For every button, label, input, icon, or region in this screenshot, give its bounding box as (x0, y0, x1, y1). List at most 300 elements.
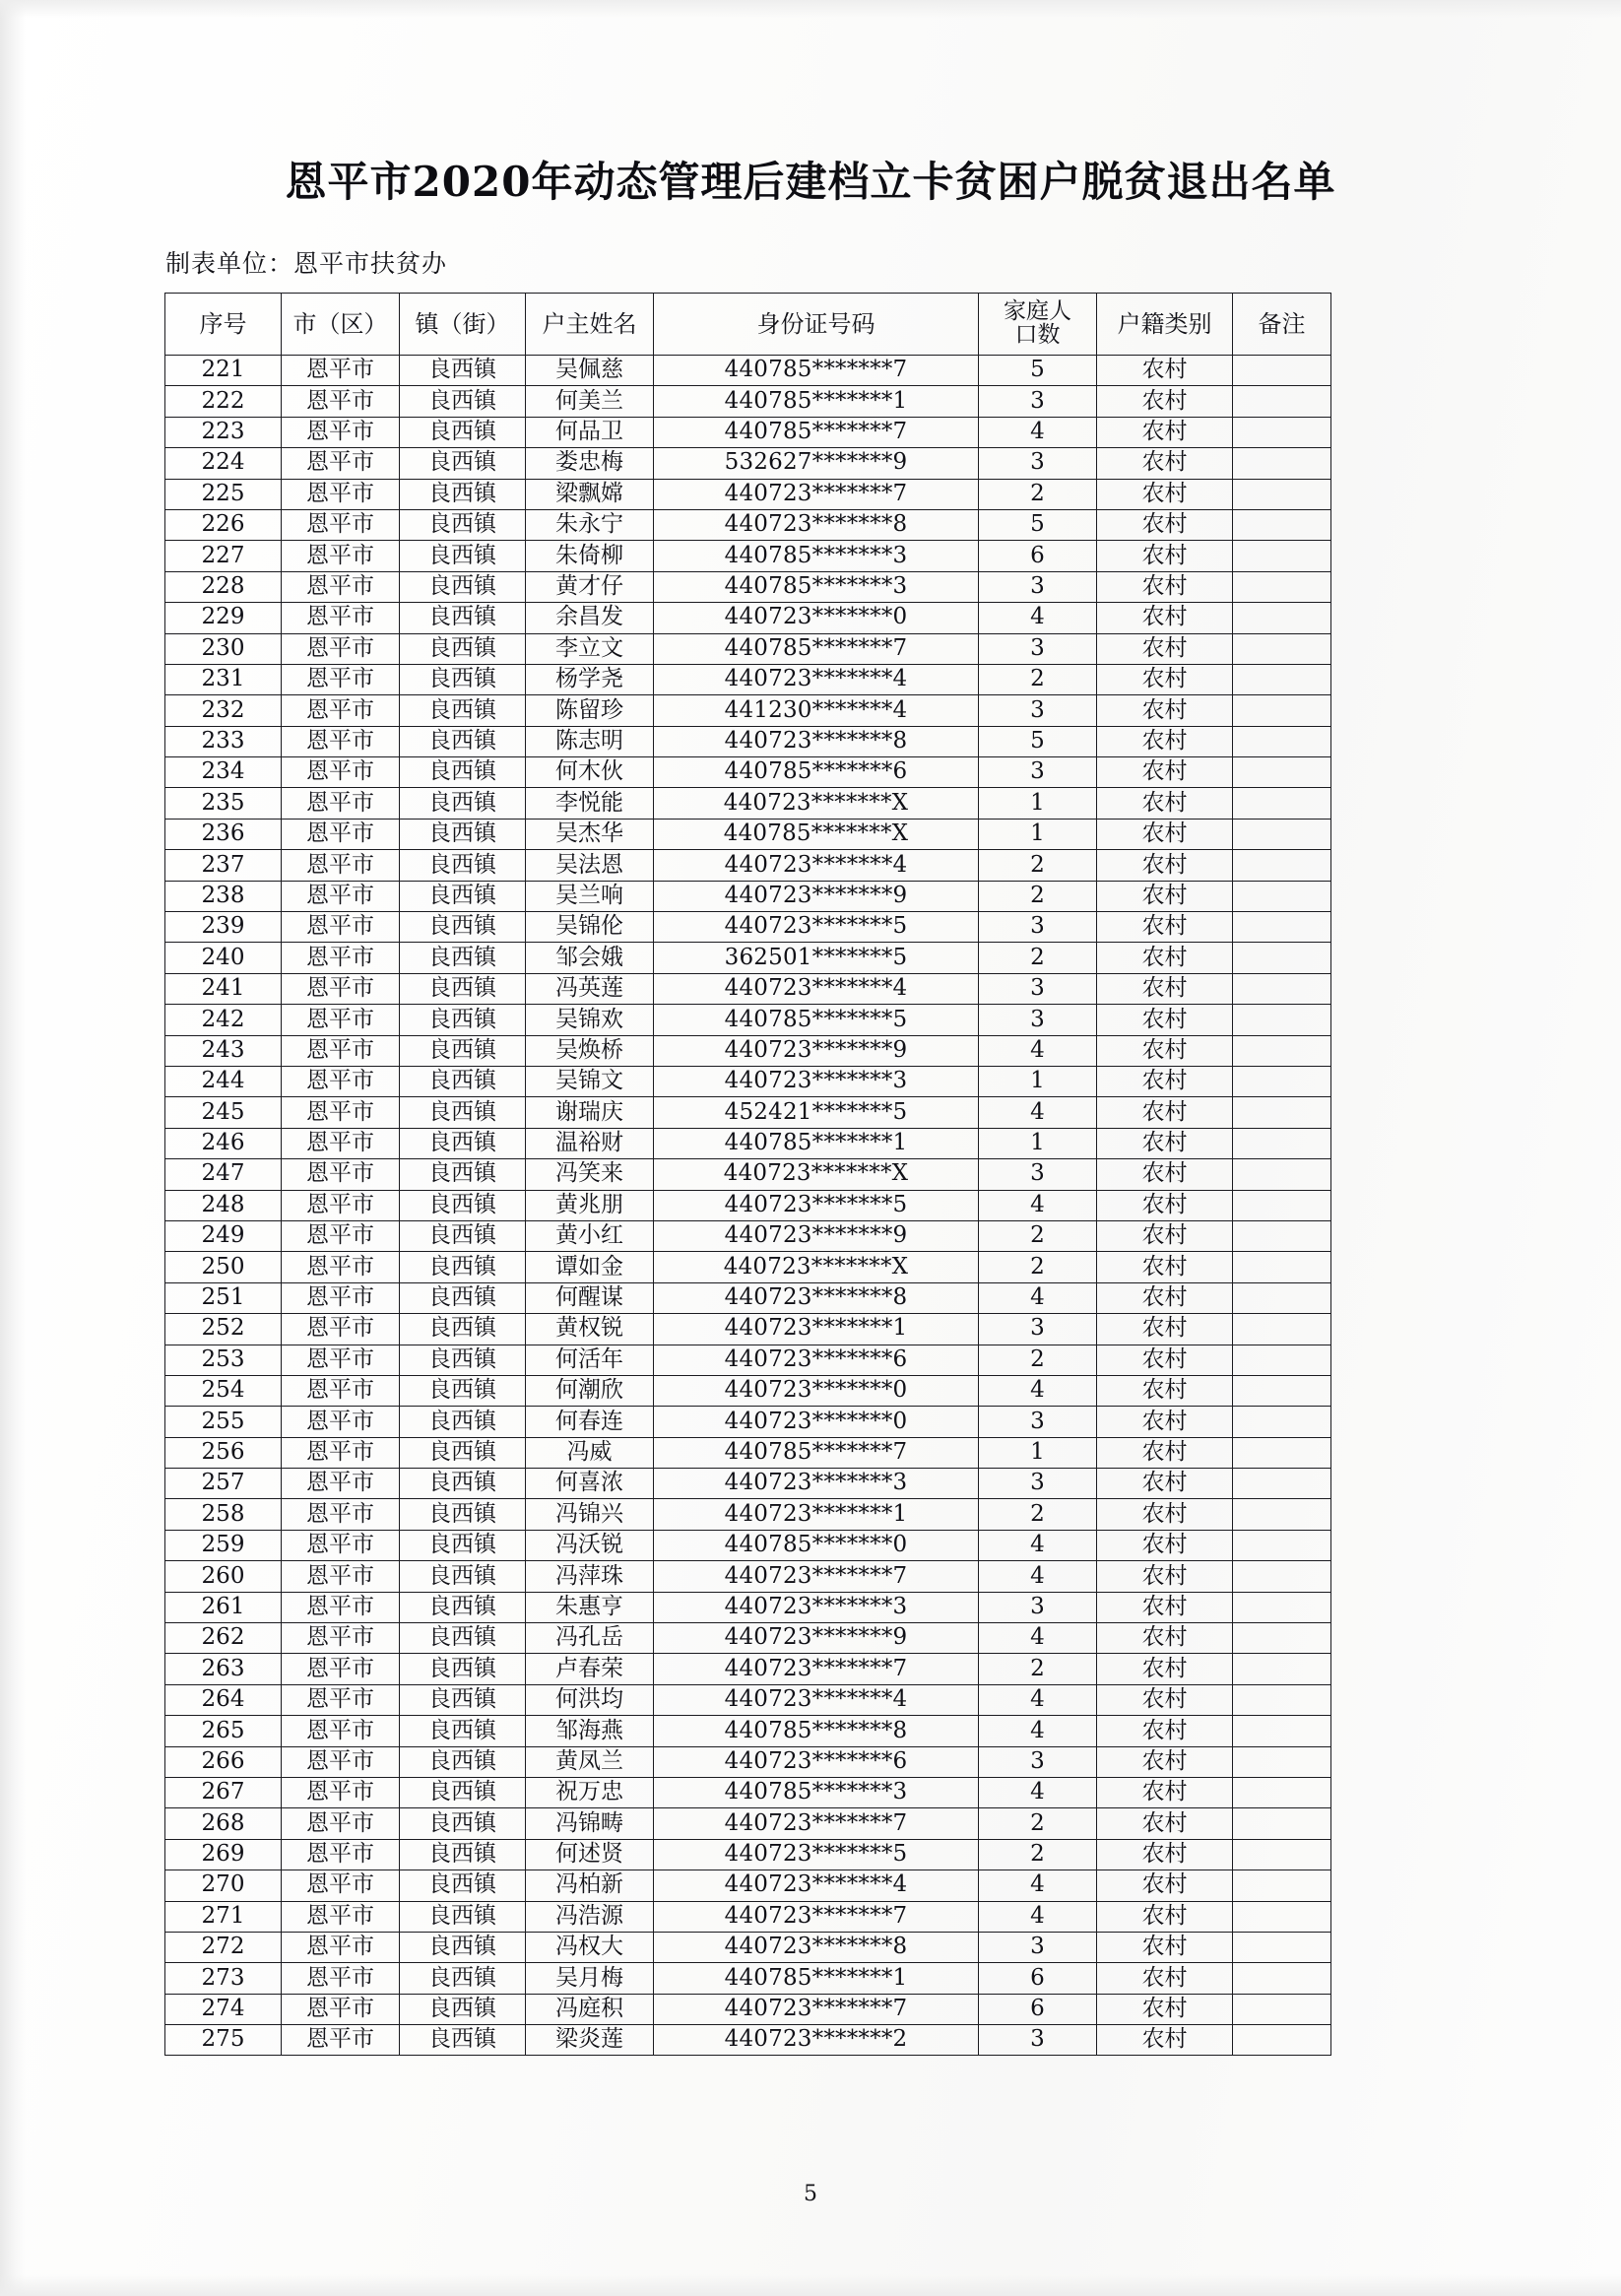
cell-seq: 264 (165, 1684, 282, 1715)
table-row (165, 1220, 1331, 1251)
cell-town: 良西镇 (400, 788, 526, 819)
cell-household-size: 3 (979, 1314, 1097, 1345)
cell-city: 恩平市 (282, 1437, 400, 1468)
cell-household-size: 4 (979, 417, 1097, 447)
cell-seq: 244 (165, 1066, 282, 1096)
cell-name: 冯英莲 (526, 973, 654, 1004)
cell-note (1233, 726, 1331, 756)
cell-town: 良西镇 (400, 448, 526, 479)
table-row (165, 788, 1331, 819)
cell-seq: 221 (165, 356, 282, 386)
column-header-id: 身份证号码 (654, 294, 979, 356)
cell-household-type: 农村 (1097, 509, 1233, 540)
cell-seq: 239 (165, 912, 282, 943)
table-row (165, 664, 1331, 694)
cell-id: 440723*******7 (654, 1561, 979, 1592)
cell-note (1233, 603, 1331, 633)
table-row (165, 541, 1331, 571)
cell-household-size: 1 (979, 788, 1097, 819)
cell-seq: 224 (165, 448, 282, 479)
cell-name: 冯锦兴 (526, 1499, 654, 1530)
cell-city: 恩平市 (282, 1870, 400, 1901)
cell-household-type: 农村 (1097, 603, 1233, 633)
cell-name: 何美兰 (526, 386, 654, 417)
cell-town: 良西镇 (400, 1746, 526, 1777)
cell-town: 良西镇 (400, 1963, 526, 1994)
cell-city: 恩平市 (282, 1252, 400, 1282)
table-row (165, 973, 1331, 1004)
cell-household-type: 农村 (1097, 1530, 1233, 1560)
cell-seq: 241 (165, 973, 282, 1004)
cell-note (1233, 973, 1331, 1004)
cell-town: 良西镇 (400, 1097, 526, 1128)
cell-household-size: 3 (979, 1932, 1097, 1962)
cell-name: 吴焕桥 (526, 1035, 654, 1066)
cell-household-type: 农村 (1097, 1469, 1233, 1499)
cell-id: 440785*******1 (654, 386, 979, 417)
cell-household-size: 2 (979, 850, 1097, 881)
cell-household-type: 农村 (1097, 881, 1233, 911)
table-row (165, 386, 1331, 417)
cell-name: 谢瑞庆 (526, 1097, 654, 1128)
cell-household-type: 农村 (1097, 1839, 1233, 1870)
cell-household-type: 农村 (1097, 1005, 1233, 1035)
cell-note (1233, 757, 1331, 788)
cell-town: 良西镇 (400, 1066, 526, 1096)
cell-id: 440785*******1 (654, 1963, 979, 1994)
table-row (165, 509, 1331, 540)
household-size-line-2: 口数 (1014, 322, 1061, 348)
cell-note (1233, 1499, 1331, 1530)
cell-seq: 253 (165, 1345, 282, 1375)
cell-town: 良西镇 (400, 943, 526, 973)
cell-seq: 265 (165, 1716, 282, 1746)
cell-town: 良西镇 (400, 1684, 526, 1715)
cell-seq: 254 (165, 1375, 282, 1406)
column-header-seq: 序号 (165, 294, 282, 356)
cell-city: 恩平市 (282, 1994, 400, 2024)
cell-household-size: 1 (979, 1437, 1097, 1468)
cell-household-type: 农村 (1097, 1499, 1233, 1530)
cell-city: 恩平市 (282, 1623, 400, 1654)
cell-seq: 256 (165, 1437, 282, 1468)
cell-household-size: 2 (979, 1252, 1097, 1282)
cell-name: 何木伙 (526, 757, 654, 788)
table-row (165, 603, 1331, 633)
cell-city: 恩平市 (282, 633, 400, 664)
cell-note (1233, 943, 1331, 973)
table-row (165, 819, 1331, 849)
cell-city: 恩平市 (282, 912, 400, 943)
cell-city: 恩平市 (282, 850, 400, 881)
cell-city: 恩平市 (282, 479, 400, 509)
cell-household-size: 4 (979, 1901, 1097, 1932)
table-row (165, 1035, 1331, 1066)
cell-id: 440723*******6 (654, 1746, 979, 1777)
cell-note (1233, 881, 1331, 911)
cell-household-size: 3 (979, 2025, 1097, 2056)
cell-household-type: 农村 (1097, 1932, 1233, 1962)
cell-household-size: 3 (979, 1592, 1097, 1622)
cell-note (1233, 1716, 1331, 1746)
cell-city: 恩平市 (282, 603, 400, 633)
cell-name: 何春连 (526, 1407, 654, 1437)
cell-name: 冯锦畴 (526, 1808, 654, 1839)
cell-name: 谭如金 (526, 1252, 654, 1282)
cell-household-size: 4 (979, 1375, 1097, 1406)
cell-note (1233, 2025, 1331, 2056)
cell-note (1233, 1901, 1331, 1932)
cell-name: 吴锦文 (526, 1066, 654, 1096)
cell-note (1233, 1220, 1331, 1251)
cell-seq: 243 (165, 1035, 282, 1066)
cell-town: 良西镇 (400, 1128, 526, 1158)
table-row (165, 1994, 1331, 2024)
table-row (165, 1777, 1331, 1807)
cell-id: 440723*******1 (654, 1314, 979, 1345)
cell-household-type: 农村 (1097, 1345, 1233, 1375)
cell-note (1233, 386, 1331, 417)
cell-household-size: 4 (979, 1870, 1097, 1901)
cell-town: 良西镇 (400, 1808, 526, 1839)
cell-town: 良西镇 (400, 695, 526, 726)
cell-seq: 255 (165, 1407, 282, 1437)
cell-id: 440723*******7 (654, 1654, 979, 1684)
cell-town: 良西镇 (400, 973, 526, 1004)
cell-household-size: 2 (979, 479, 1097, 509)
cell-note (1233, 571, 1331, 602)
cell-id: 440723*******5 (654, 1190, 979, 1220)
cell-city: 恩平市 (282, 2025, 400, 2056)
cell-household-size: 2 (979, 1220, 1097, 1251)
table-row (165, 1252, 1331, 1282)
table-row (165, 1592, 1331, 1622)
cell-city: 恩平市 (282, 1282, 400, 1313)
cell-note (1233, 1066, 1331, 1096)
cell-seq: 242 (165, 1005, 282, 1035)
cell-id: 440723*******9 (654, 1035, 979, 1066)
table-row (165, 1097, 1331, 1128)
cell-city: 恩平市 (282, 1469, 400, 1499)
cell-note (1233, 1623, 1331, 1654)
cell-household-type: 农村 (1097, 912, 1233, 943)
cell-seq: 268 (165, 1808, 282, 1839)
column-header-city: 市（区） (282, 294, 400, 356)
cell-city: 恩平市 (282, 819, 400, 849)
cell-household-size: 3 (979, 912, 1097, 943)
cell-household-type: 农村 (1097, 1066, 1233, 1096)
cell-town: 良西镇 (400, 912, 526, 943)
cell-household-size: 2 (979, 881, 1097, 911)
cell-household-type: 农村 (1097, 1407, 1233, 1437)
cell-city: 恩平市 (282, 1684, 400, 1715)
cell-household-type: 农村 (1097, 1220, 1233, 1251)
cell-household-type: 农村 (1097, 1623, 1233, 1654)
cell-household-size: 3 (979, 1159, 1097, 1190)
cell-town: 良西镇 (400, 1314, 526, 1345)
cell-seq: 222 (165, 386, 282, 417)
cell-seq: 270 (165, 1870, 282, 1901)
cell-city: 恩平市 (282, 356, 400, 386)
table-row (165, 1901, 1331, 1932)
table-row (165, 1716, 1331, 1746)
cell-household-type: 农村 (1097, 1870, 1233, 1901)
cell-note (1233, 1746, 1331, 1777)
cell-note (1233, 509, 1331, 540)
cell-seq: 262 (165, 1623, 282, 1654)
cell-city: 恩平市 (282, 1777, 400, 1807)
cell-household-type: 农村 (1097, 788, 1233, 819)
cell-household-size: 4 (979, 1035, 1097, 1066)
cell-town: 良西镇 (400, 633, 526, 664)
cell-id: 440723*******4 (654, 664, 979, 694)
cell-household-size: 4 (979, 1716, 1097, 1746)
cell-name: 吴锦伦 (526, 912, 654, 943)
table-row (165, 912, 1331, 943)
cell-name: 冯孔岳 (526, 1623, 654, 1654)
cell-city: 恩平市 (282, 571, 400, 602)
table-row (165, 417, 1331, 447)
cell-name: 何活年 (526, 1345, 654, 1375)
table-row (165, 571, 1331, 602)
cell-household-type: 农村 (1097, 1128, 1233, 1158)
cell-note (1233, 356, 1331, 386)
cell-town: 良西镇 (400, 850, 526, 881)
cell-town: 良西镇 (400, 1716, 526, 1746)
cell-seq: 238 (165, 881, 282, 911)
table-row (165, 1005, 1331, 1035)
cell-note (1233, 850, 1331, 881)
cell-household-size: 3 (979, 448, 1097, 479)
cell-city: 恩平市 (282, 1963, 400, 1994)
cell-city: 恩平市 (282, 386, 400, 417)
table-row (165, 479, 1331, 509)
cell-seq: 229 (165, 603, 282, 633)
cell-seq: 271 (165, 1901, 282, 1932)
cell-seq: 249 (165, 1220, 282, 1251)
cell-household-size: 2 (979, 664, 1097, 694)
cell-name: 吴法恩 (526, 850, 654, 881)
cell-id: 440723*******0 (654, 1375, 979, 1406)
table-row (165, 757, 1331, 788)
cell-note (1233, 1561, 1331, 1592)
cell-seq: 266 (165, 1746, 282, 1777)
cell-id: 440723*******X (654, 1252, 979, 1282)
cell-household-type: 农村 (1097, 1746, 1233, 1777)
cell-note (1233, 1684, 1331, 1715)
cell-name: 余昌发 (526, 603, 654, 633)
cell-note (1233, 1407, 1331, 1437)
cell-city: 恩平市 (282, 1097, 400, 1128)
cell-town: 良西镇 (400, 1005, 526, 1035)
cell-household-type: 农村 (1097, 356, 1233, 386)
cell-name: 黄权锐 (526, 1314, 654, 1345)
cell-city: 恩平市 (282, 1005, 400, 1035)
cell-name: 黄兆朋 (526, 1190, 654, 1220)
cell-seq: 258 (165, 1499, 282, 1530)
cell-name: 祝万忠 (526, 1777, 654, 1807)
cell-name: 冯浩源 (526, 1901, 654, 1932)
cell-town: 良西镇 (400, 1469, 526, 1499)
cell-household-size: 1 (979, 819, 1097, 849)
cell-seq: 230 (165, 633, 282, 664)
cell-name: 黄凤兰 (526, 1746, 654, 1777)
cell-household-size: 3 (979, 1746, 1097, 1777)
cell-seq: 227 (165, 541, 282, 571)
cell-town: 良西镇 (400, 1623, 526, 1654)
cell-household-size: 4 (979, 1777, 1097, 1807)
cell-town: 良西镇 (400, 1035, 526, 1066)
cell-note (1233, 1345, 1331, 1375)
cell-name: 邹海燕 (526, 1716, 654, 1746)
cell-id: 440785*******7 (654, 356, 979, 386)
cell-household-size: 2 (979, 1654, 1097, 1684)
cell-name: 冯权大 (526, 1932, 654, 1962)
cell-note (1233, 1252, 1331, 1282)
cell-city: 恩平市 (282, 1345, 400, 1375)
cell-household-type: 农村 (1097, 850, 1233, 881)
cell-town: 良西镇 (400, 1407, 526, 1437)
cell-household-type: 农村 (1097, 757, 1233, 788)
cell-household-type: 农村 (1097, 417, 1233, 447)
cell-town: 良西镇 (400, 509, 526, 540)
cell-note (1233, 1932, 1331, 1962)
cell-name: 何述贤 (526, 1839, 654, 1870)
cell-household-type: 农村 (1097, 1994, 1233, 2024)
cell-seq: 228 (165, 571, 282, 602)
cell-seq: 235 (165, 788, 282, 819)
cell-name: 何品卫 (526, 417, 654, 447)
cell-household-type: 农村 (1097, 1654, 1233, 1684)
cell-city: 恩平市 (282, 417, 400, 447)
cell-seq: 275 (165, 2025, 282, 2056)
cell-seq: 226 (165, 509, 282, 540)
cell-seq: 225 (165, 479, 282, 509)
cell-seq: 257 (165, 1469, 282, 1499)
cell-id: 440723*******8 (654, 1282, 979, 1313)
table-row (165, 1128, 1331, 1158)
cell-household-size: 2 (979, 1499, 1097, 1530)
cell-name: 温裕财 (526, 1128, 654, 1158)
cell-seq: 236 (165, 819, 282, 849)
cell-household-type: 农村 (1097, 1716, 1233, 1746)
table-row (165, 1530, 1331, 1560)
cell-city: 恩平市 (282, 664, 400, 694)
cell-id: 440723*******3 (654, 1592, 979, 1622)
cell-city: 恩平市 (282, 1190, 400, 1220)
cell-id: 440785*******3 (654, 571, 979, 602)
cell-id: 440723*******8 (654, 726, 979, 756)
cell-seq: 231 (165, 664, 282, 694)
cell-note (1233, 1035, 1331, 1066)
cell-city: 恩平市 (282, 448, 400, 479)
column-header-name: 户主姓名 (526, 294, 654, 356)
table-row (165, 1932, 1331, 1962)
cell-note (1233, 912, 1331, 943)
cell-name: 吴锦欢 (526, 1005, 654, 1035)
cell-id: 440785*******0 (654, 1530, 979, 1560)
cell-household-type: 农村 (1097, 386, 1233, 417)
cell-city: 恩平市 (282, 1499, 400, 1530)
cell-town: 良西镇 (400, 541, 526, 571)
table-row (165, 1654, 1331, 1684)
table-row (165, 1870, 1331, 1901)
cell-household-size: 6 (979, 1994, 1097, 2024)
cell-household-type: 农村 (1097, 1375, 1233, 1406)
table-row (165, 1808, 1331, 1839)
cell-name: 朱倚柳 (526, 541, 654, 571)
table-body (165, 356, 1331, 2056)
cell-household-size: 5 (979, 356, 1097, 386)
cell-note (1233, 1963, 1331, 1994)
cell-seq: 252 (165, 1314, 282, 1345)
cell-city: 恩平市 (282, 881, 400, 911)
cell-city: 恩平市 (282, 1314, 400, 1345)
cell-note (1233, 1159, 1331, 1190)
cell-household-type: 农村 (1097, 541, 1233, 571)
cell-town: 良西镇 (400, 1220, 526, 1251)
cell-name: 吴月梅 (526, 1963, 654, 1994)
cell-note (1233, 1839, 1331, 1870)
cell-city: 恩平市 (282, 1808, 400, 1839)
cell-note (1233, 633, 1331, 664)
cell-city: 恩平市 (282, 1901, 400, 1932)
cell-id: 440723*******7 (654, 1808, 979, 1839)
cell-name: 陈志明 (526, 726, 654, 756)
cell-id: 440723*******8 (654, 1932, 979, 1962)
column-header-household-size (979, 294, 1097, 356)
cell-name: 何潮欣 (526, 1375, 654, 1406)
cell-city: 恩平市 (282, 695, 400, 726)
household-size-line-1: 家庭人 (1004, 298, 1071, 325)
cell-note (1233, 788, 1331, 819)
cell-note (1233, 1469, 1331, 1499)
cell-household-type: 农村 (1097, 695, 1233, 726)
column-header-household-type: 户籍类别 (1097, 294, 1233, 356)
table-header-row (165, 294, 1331, 356)
cell-id: 440785*******7 (654, 1437, 979, 1468)
cell-city: 恩平市 (282, 1066, 400, 1096)
cell-id: 440723*******1 (654, 1499, 979, 1530)
column-header-note: 备注 (1233, 294, 1331, 356)
cell-city: 恩平市 (282, 1159, 400, 1190)
cell-id: 440723*******4 (654, 1870, 979, 1901)
cell-town: 良西镇 (400, 726, 526, 756)
cell-name: 冯柏新 (526, 1870, 654, 1901)
cell-note (1233, 1282, 1331, 1313)
cell-seq: 234 (165, 757, 282, 788)
cell-household-type: 农村 (1097, 1684, 1233, 1715)
cell-seq: 245 (165, 1097, 282, 1128)
cell-town: 良西镇 (400, 1932, 526, 1962)
table-row (165, 1190, 1331, 1220)
cell-id: 440723*******9 (654, 881, 979, 911)
cell-household-size: 3 (979, 1005, 1097, 1035)
cell-name: 吴杰华 (526, 819, 654, 849)
cell-household-size: 3 (979, 571, 1097, 602)
cell-household-size: 4 (979, 1530, 1097, 1560)
cell-town: 良西镇 (400, 1777, 526, 1807)
cell-city: 恩平市 (282, 788, 400, 819)
cell-household-size: 4 (979, 603, 1097, 633)
cell-name: 冯萍珠 (526, 1561, 654, 1592)
cell-household-type: 农村 (1097, 1252, 1233, 1282)
cell-id: 440723*******X (654, 788, 979, 819)
table-row (165, 1407, 1331, 1437)
cell-household-size: 4 (979, 1684, 1097, 1715)
cell-id: 440785*******X (654, 819, 979, 849)
cell-household-type: 农村 (1097, 1808, 1233, 1839)
